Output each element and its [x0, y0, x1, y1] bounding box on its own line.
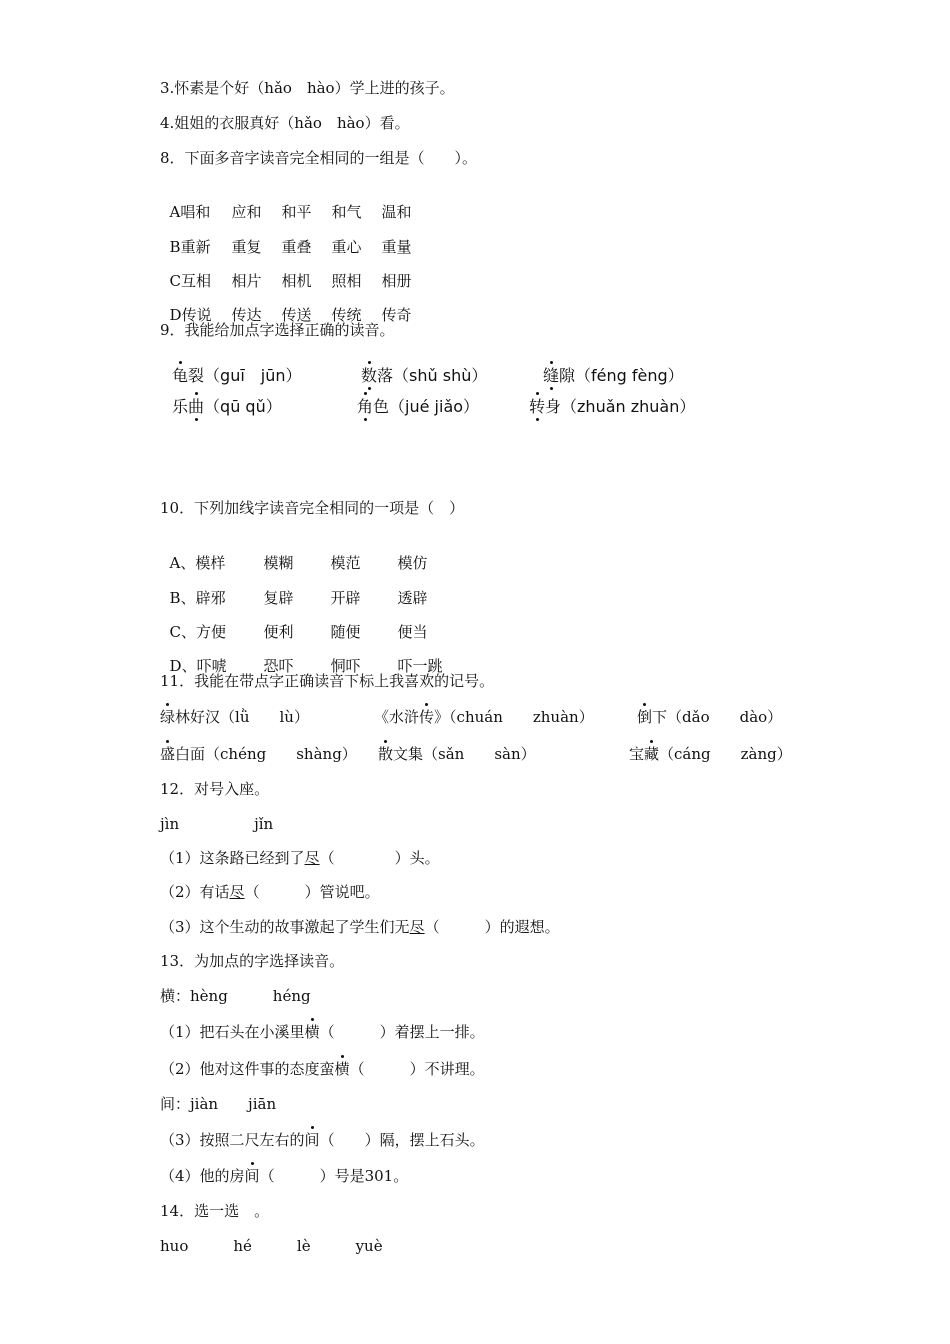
text: （2）他对这件事的态度蛮 [160, 1060, 335, 1078]
word: 重复 [231, 238, 262, 256]
question-11-stem: 11．我能在带点字正确读音下标上我喜欢的记号。 [160, 672, 495, 690]
dotted-char: 转 [529, 397, 546, 416]
q13-sentence-3 [160, 1130, 485, 1150]
sentence-3: 3.怀素是个好（hǎo hào）学上进的孩子。 [160, 79, 455, 97]
word: C、方便 [169, 623, 227, 641]
pinyin-choices[interactable]: （chéng shàng） [205, 745, 357, 763]
answer-blank[interactable]: （ ）号是301。 [259, 1167, 409, 1185]
word: 重叠 [281, 238, 312, 256]
q11-item-6 [629, 744, 792, 764]
question-10-option-a[interactable] [160, 533, 428, 573]
text: 文集 [393, 745, 424, 763]
word: 恫吓 [330, 657, 361, 675]
word: A、模样 [169, 554, 226, 572]
word: 和气 [331, 203, 362, 221]
q9-item-1 [172, 363, 302, 386]
dotted-char: 曲 [188, 397, 205, 416]
word: 传达 [231, 306, 262, 324]
word: B、辟邪 [169, 589, 226, 607]
q12-sentence-1 [160, 848, 440, 868]
question-9-stem: 9．我能给加点字选择正确的读音。 [160, 321, 395, 339]
dotted-char: 角 [357, 397, 374, 416]
pinyin-choices[interactable]: （lǜ lù） [220, 708, 309, 726]
text: （2）有话 [160, 883, 230, 901]
q12-sentence-3 [160, 917, 560, 937]
q11-item-4 [160, 744, 357, 764]
q9-item-3 [543, 363, 684, 386]
word: 相机 [281, 272, 312, 290]
char: 隙 [559, 366, 576, 385]
text: 白面 [175, 745, 206, 763]
word: 传奇 [381, 306, 412, 324]
pinyin-choices[interactable]: （guī jūn） [204, 366, 302, 385]
char: 色 [373, 397, 390, 416]
word: 开辟 [330, 589, 361, 607]
pinyin-choices[interactable]: （chuán zhuàn） [449, 708, 594, 726]
word: 便当 [397, 623, 428, 641]
dotted-char: 藏 [644, 745, 660, 763]
word: 相册 [381, 272, 412, 290]
pinyin-choices[interactable]: （dǎo dào） [667, 708, 783, 726]
answer-blank[interactable]: （ ）不讲理。 [349, 1060, 485, 1078]
dotted-char: 盛 [160, 745, 176, 763]
underlined-char: 尽 [229, 883, 245, 901]
text: 《水浒 [374, 708, 420, 726]
question-10-stem: 10．下列加线字读音完全相同的一项是（ ） [160, 499, 465, 517]
word: 重量 [381, 238, 412, 256]
q12-pinyin-options: jìn jǐn [160, 815, 274, 833]
dotted-char: 缝 [543, 366, 560, 385]
word: 透辟 [397, 589, 428, 607]
question-14-stem: 14．选一选 。 [160, 1202, 270, 1220]
q9-item-4 [172, 394, 282, 417]
pinyin-choices[interactable]: （zhuǎn zhuàn） [561, 397, 696, 416]
dotted-char: 龟 [172, 366, 189, 385]
question-12-stem: 12．对号入座。 [160, 780, 270, 798]
text: （1）把石头在小溪里 [160, 1023, 305, 1041]
q13-sentence-2 [160, 1059, 485, 1079]
char: 裂 [188, 366, 205, 385]
text: 宝 [629, 745, 645, 763]
dotted-char: 间 [304, 1131, 320, 1149]
pinyin-choices[interactable]: （jué jiǎo） [389, 397, 480, 416]
word: D、吓唬 [169, 657, 227, 675]
char: 身 [545, 397, 562, 416]
word: 照相 [331, 272, 362, 290]
dotted-char: 数 [361, 366, 378, 385]
q11-item-3 [637, 707, 782, 727]
pinyin-choices[interactable]: （féng fèng） [575, 366, 684, 385]
q9-item-5 [357, 394, 479, 417]
text: （4）他的房 [160, 1167, 245, 1185]
q12-sentence-2 [160, 882, 380, 902]
q11-item-5 [378, 744, 536, 764]
text: 下 [652, 708, 668, 726]
q11-item-2 [374, 707, 594, 727]
word: 模仿 [397, 554, 428, 572]
char: 乐 [172, 397, 189, 416]
word: 便利 [263, 623, 294, 641]
word: 和平 [281, 203, 312, 221]
question-8-stem: 8．下面多音字读音完全相同的一组是（ ）。 [160, 149, 478, 167]
word: B重新 [169, 238, 211, 256]
q9-item-2 [361, 363, 487, 386]
answer-blank[interactable]: （ ）管说吧。 [244, 883, 380, 901]
question-10-option-d[interactable] [160, 636, 443, 676]
word: 重心 [331, 238, 362, 256]
word: 模糊 [263, 554, 294, 572]
word: 应和 [231, 203, 262, 221]
word: 传统 [331, 306, 362, 324]
dotted-char: 横 [304, 1023, 320, 1041]
answer-blank[interactable]: （ ）隔，摆上石头。 [319, 1131, 485, 1149]
answer-blank[interactable]: （ ）的遐想。 [424, 918, 560, 936]
word: 相片 [231, 272, 262, 290]
question-8-option-a[interactable] [160, 182, 412, 222]
word: 复辟 [263, 589, 294, 607]
word: C互相 [169, 272, 212, 290]
dotted-char: 散 [378, 745, 394, 763]
dotted-char: 倒 [637, 708, 653, 726]
answer-blank[interactable]: （ ）头。 [319, 849, 440, 867]
q11-item-1 [160, 707, 309, 727]
dotted-char: 绿 [160, 708, 176, 726]
word: 温和 [381, 203, 412, 221]
word: 恐吓 [263, 657, 294, 675]
pinyin-choices[interactable]: （sǎn sàn） [423, 745, 536, 763]
dotted-char: 传 [419, 708, 435, 726]
word: 传送 [281, 306, 312, 324]
q13-sentence-1 [160, 1022, 485, 1042]
text: （3）这个生动的故事激起了学生们无 [160, 918, 410, 936]
dotted-char: 间 [244, 1167, 260, 1185]
pinyin-choices[interactable]: （cáng zàng） [659, 745, 792, 763]
word: A唱和 [169, 203, 211, 221]
q13-heng-pinyin: 横：hèng héng [160, 987, 311, 1005]
underlined-char: 尽 [409, 918, 425, 936]
underlined-char: 尽 [304, 849, 320, 867]
text: （1）这条路已经到了 [160, 849, 305, 867]
word: 模范 [330, 554, 361, 572]
pinyin-choices[interactable]: （shǔ shù） [393, 366, 488, 385]
word: D传说 [169, 306, 212, 324]
dotted-char: 横 [334, 1060, 350, 1078]
q13-jian-pinyin: 间：jiàn jiān [160, 1095, 277, 1113]
question-13-stem: 13．为加点的字选择读音。 [160, 952, 345, 970]
text: 》 [434, 708, 450, 726]
word: 随便 [330, 623, 361, 641]
question-8-option-d[interactable] [160, 285, 412, 325]
q13-sentence-4 [160, 1166, 408, 1186]
q14-pinyin-options: huo hé lè yuè [160, 1237, 383, 1255]
text: （3）按照二尺左右的 [160, 1131, 305, 1149]
word: 吓一跳 [397, 657, 443, 675]
text: 林好汉 [175, 708, 221, 726]
char: 落 [377, 366, 394, 385]
pinyin-choices[interactable]: （qū qǔ） [204, 397, 282, 416]
q9-item-6 [529, 394, 695, 417]
answer-blank[interactable]: （ ）着摆上一排。 [319, 1023, 485, 1041]
sentence-4: 4.姐姐的衣服真好（hǎo hào）看。 [160, 114, 410, 132]
